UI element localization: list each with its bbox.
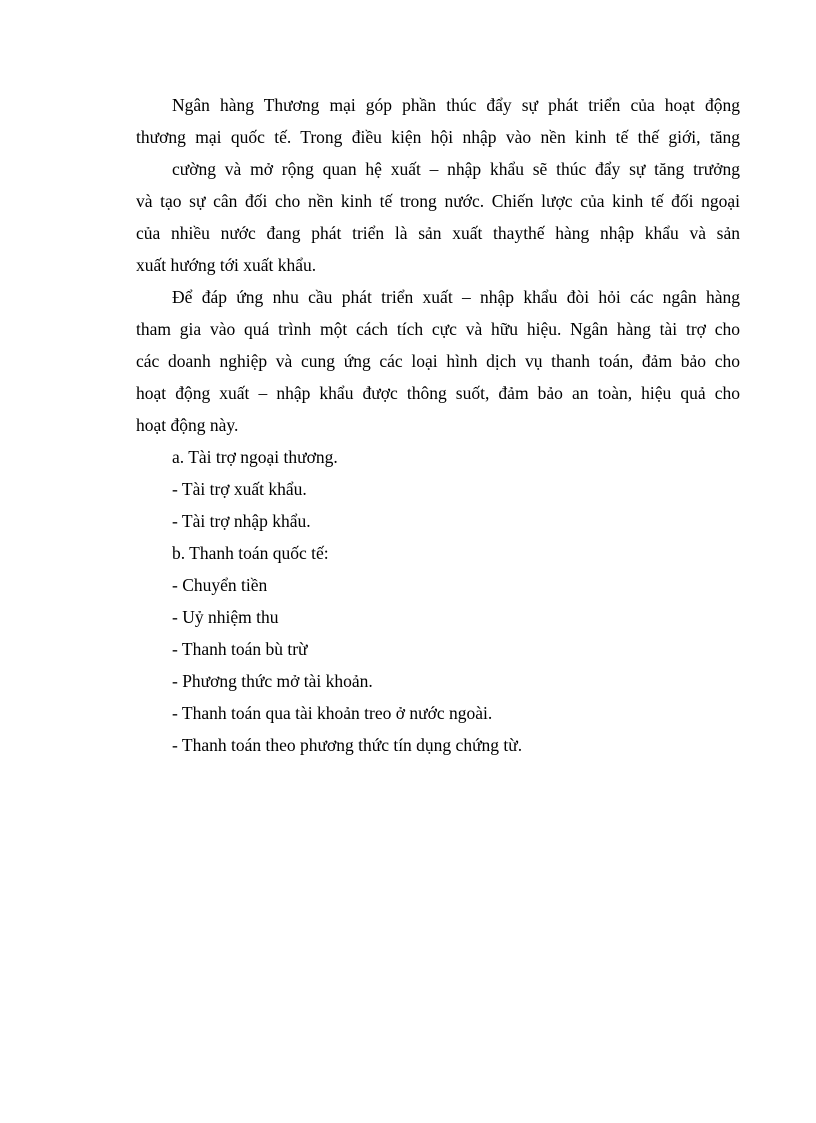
services-list [136, 441, 740, 761]
list-heading-trade-finance: a. Tài trợ ngoại thương. [172, 447, 338, 467]
paragraph-foreign-trade-role [136, 89, 740, 281]
paragraph-bank-participation [136, 281, 740, 441]
paragraph-line: tham gia vào quá trình một cách tích cực và hữu hiệu. Ngân hàng tài trợ cho [136, 319, 740, 339]
paragraph-line: hoạt động xuất – nhập khẩu được thông suốt, đảm bảo an toàn, hiệu quả cho [136, 383, 740, 403]
list-item: - Phương thức mở tài khoản. [172, 671, 373, 691]
list-item: - Uỷ nhiệm thu [172, 607, 279, 627]
paragraph-line: thương mại quốc tế. Trong điều kiện hội nhập vào nền kinh tế thế giới, tăng [136, 127, 740, 147]
list-heading-international-payment: b. Thanh toán quốc tế: [172, 543, 329, 563]
paragraph-line: các doanh nghiệp và cung ứng các loại hình dịch vụ thanh toán, đảm bảo cho [136, 351, 740, 371]
list-item: - Thanh toán theo phương thức tín dụng chứng từ. [172, 735, 523, 755]
list-item: - Tài trợ nhập khẩu. [172, 511, 311, 531]
paragraph-line: hoạt động này. [136, 415, 239, 435]
paragraph-line: xuất hướng tới xuất khẩu. [136, 255, 317, 275]
paragraph-line: của nhiều nước đang phát triển là sản xuất thaythế hàng nhập khẩu và sản [136, 223, 740, 243]
list-item: - Tài trợ xuất khẩu. [172, 479, 307, 499]
paragraph-line: Ngân hàng Thương mại góp phần thúc đẩy sự phát triển của hoạt động [172, 95, 740, 115]
paragraph-line: cường và mở rộng quan hệ xuất – nhập khẩu sẽ thúc đẩy sự tăng trưởng [172, 159, 740, 179]
document-body [136, 89, 740, 761]
list-item: - Thanh toán qua tài khoản treo ở nước ngoài. [172, 703, 493, 723]
paragraph-line: và tạo sự cân đối cho nền kinh tế trong nước. Chiến lược của kinh tế đối ngoại [136, 191, 740, 211]
list-item: - Thanh toán bù trừ [172, 639, 308, 659]
list-item: - Chuyển tiền [172, 575, 268, 595]
paragraph-line: Để đáp ứng nhu cầu phát triển xuất – nhập khẩu đòi hỏi các ngân hàng [172, 287, 740, 307]
